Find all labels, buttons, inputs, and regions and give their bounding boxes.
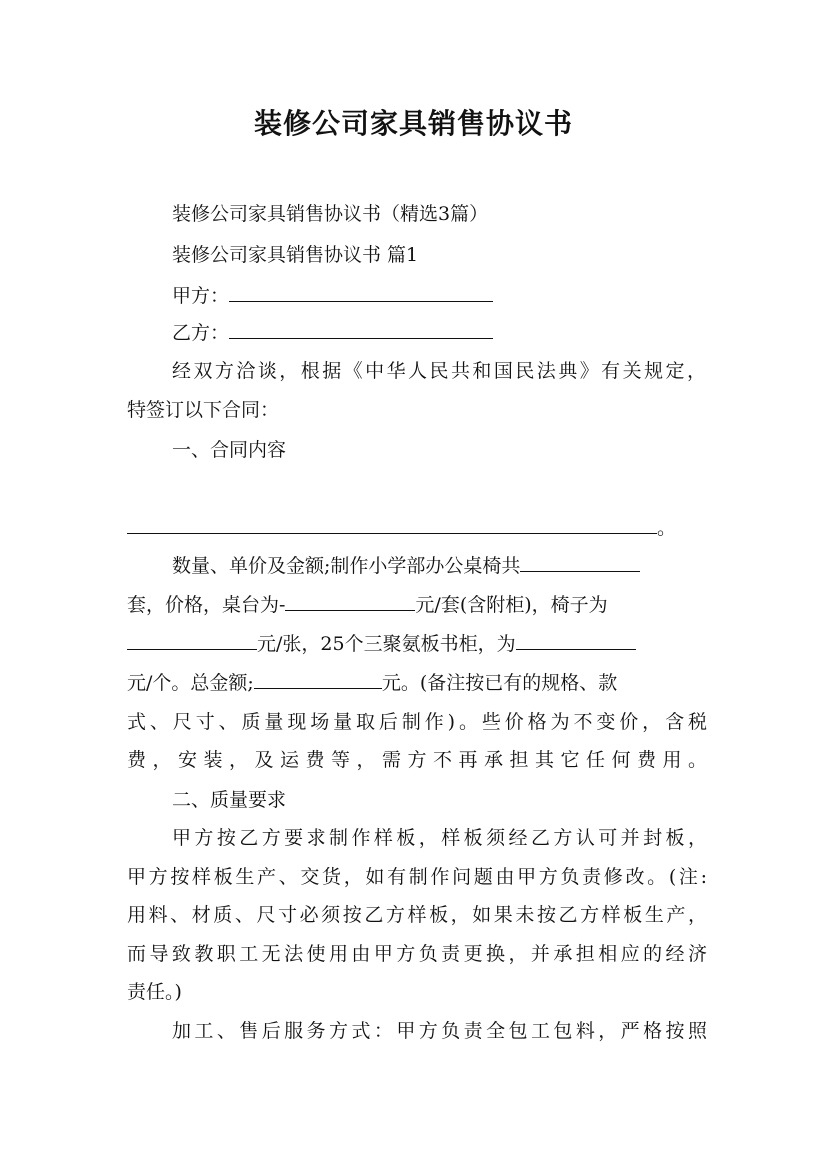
quality-line-1: 甲方按乙方要求制作样板，样板须经乙方认可并封板， [172,827,707,849]
party-a-line [172,281,752,308]
intro-line-1: 经双方洽谈，根据《中华人民共和国民法典》有关规定， [172,360,706,382]
document-title: 装修公司家具销售协议书 [253,107,573,140]
quality-line-3: 用料、材质、尺寸必须按乙方样板，如果未按乙方样板生产， [127,904,707,926]
party-b-blank [229,322,493,339]
quantity-line-2 [127,590,707,617]
quantity-text-3: 元/套(含附柜)，椅子为 [415,594,608,616]
quality-line-5: 责任。) [127,981,182,1003]
quantity-blank-5 [254,672,382,689]
quantity-blank-2 [285,594,415,611]
document-subtitle: 装修公司家具销售协议书（精选3篇） [172,203,489,225]
content-blank-end: 。 [657,517,677,539]
quantity-line-6: 费，安装，及运费等，需方不再承担其它任何费用。 [127,749,707,771]
quantity-blank-3 [127,633,257,650]
quantity-line-5: 式、尺寸、质量现场量取后制作)。些价格为不变价，含税 [127,711,707,733]
quantity-line-4 [127,668,707,695]
quality-line-2: 甲方按样板生产、交货，如有制作问题由甲方负责修改。(注: [127,866,707,888]
quantity-blank-1 [520,555,640,572]
content-blank-line [127,513,707,540]
section-1-heading: 一、合同内容 [172,439,287,461]
quantity-text-5: 元/个。总金额; [127,672,254,694]
section-2-heading: 二、质量要求 [172,789,287,811]
quantity-line-1 [172,551,707,578]
party-b-label: 乙方： [172,322,230,344]
party-a-label: 甲方： [172,285,230,307]
quantity-text-4: 元/张，25个三聚氨板书柜，为 [257,633,516,655]
party-a-blank [229,285,493,302]
service-line-1: 加工、售后服务方式：甲方负责全包工包料，严格按照 [172,1020,707,1042]
quantity-blank-4 [516,633,636,650]
quantity-text-1: 数量、单价及金额;制作小学部办公桌椅共 [172,555,521,577]
quantity-text-2: 套，价格，桌台为- [127,594,286,616]
quantity-line-3 [127,629,707,656]
part-title: 装修公司家具销售协议书 篇1 [172,244,419,266]
quantity-text-6: 元。(备注按已有的规格、款 [381,672,618,694]
party-b-line [172,318,752,345]
quality-line-4: 而导致教职工无法使用由甲方负责更换，并承担相应的经济 [127,943,707,965]
intro-line-2: 特签订以下合同： [127,399,280,421]
content-blank [127,517,657,534]
